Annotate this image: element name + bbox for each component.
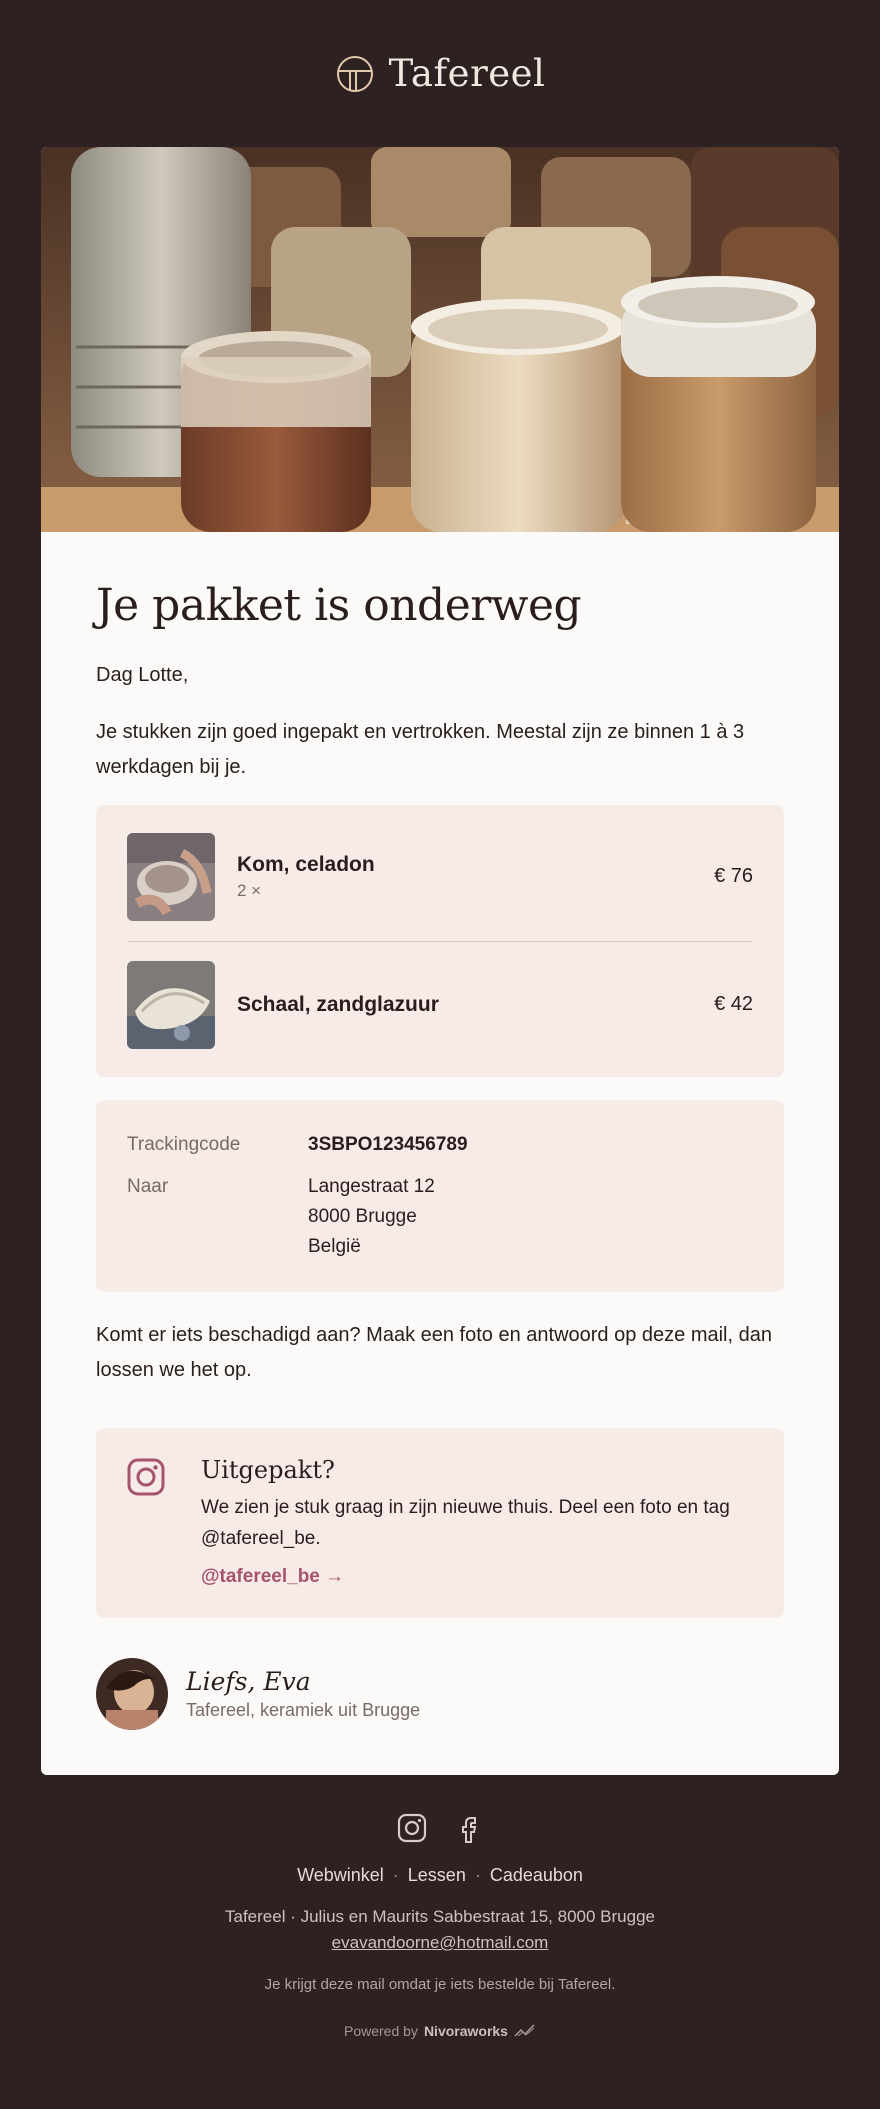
address-label: Naar [127,1175,169,1197]
item-divider [127,941,753,942]
tracking-code[interactable]: 3SBPO123456789 [308,1133,468,1155]
link-separator: · [392,1865,399,1885]
footer-address [0,1904,880,1956]
email-card [41,147,839,1775]
item-quantity: 2 × [237,880,262,900]
greeting: Dag Lotte, [96,663,189,686]
powered-by [0,2023,880,2039]
facebook-icon[interactable] [453,1813,483,1843]
powered-prefix: Powered by [344,2023,418,2039]
powered-brand[interactable]: Nivoraworks [423,2023,508,2039]
link-separator: · [474,1865,481,1885]
item-name: Kom, celadon [237,852,375,876]
business-address: Tafereel · Julius en Maurits Sabbestraat 15, 8000 Brugge [225,1907,655,1926]
signoff-subtitle: Tafereel, keramiek uit Brugge [186,1699,421,1720]
item-price: € 42 [714,993,753,1016]
email-footer [0,1775,880,2039]
footer-link-webwinkel[interactable]: Webwinkel [297,1865,384,1885]
product-thumbnail-dish [127,961,215,1049]
instagram-text: We zien je stuk graag in zijn nieuwe thuis. Deel een foto en tag @tafereel_be. [201,1496,730,1549]
instagram-icon[interactable] [397,1813,427,1843]
email-title: Je pakket is onderweg [96,580,582,631]
signoff [96,1658,784,1730]
instagram-link[interactable]: @tafereel_be → [201,1565,345,1587]
item-price: € 76 [714,865,753,888]
footer-link-cadeaubon[interactable]: Cadeaubon [489,1865,583,1885]
trend-icon [514,2024,536,2038]
product-thumbnail-bowl [127,833,215,921]
order-item [127,961,753,1049]
avatar [96,1658,168,1730]
order-item [127,833,753,921]
instagram-callout [96,1428,784,1618]
tracking-label: Trackingcode [127,1133,241,1155]
footer-links [0,1865,880,1886]
instagram-icon [127,1458,165,1496]
signoff-name: Liefs, Eva [186,1666,311,1696]
footer-link-lessen[interactable]: Lessen [407,1865,466,1885]
instagram-title: Uitgepakt? [201,1455,335,1484]
order-items [96,805,784,1077]
intro-text: Je stukken zijn goed ingepakt en vertrokken. Meestal zijn ze binnen 1 à 3 werkdagen bij je. [96,720,745,778]
mail-reason: Je krijgt deze mail omdat je iets bestelde bij Tafereel. [264,1976,616,1993]
hero-image [41,147,839,532]
address-street: Langestraat 12 [308,1175,435,1197]
damage-note: Komt er iets beschadigd aan? Maak een foto en antwoord op deze mail, dan lossen we het op. [96,1323,772,1381]
shipping-details [96,1100,784,1292]
tafereel-logo-icon [335,54,375,94]
item-name: Schaal, zandglazuur [237,992,439,1016]
address-city: 8000 Brugge [308,1205,417,1227]
address-country: België [308,1235,361,1257]
address-row [127,1172,753,1262]
email-header [0,0,880,147]
brand-name: Tafereel [388,52,546,95]
contact-email-link[interactable]: evavandoorne@hotmail.com [331,1933,549,1952]
shipping-address [308,1172,435,1262]
social-links [0,1813,880,1843]
tracking-row [127,1130,753,1160]
